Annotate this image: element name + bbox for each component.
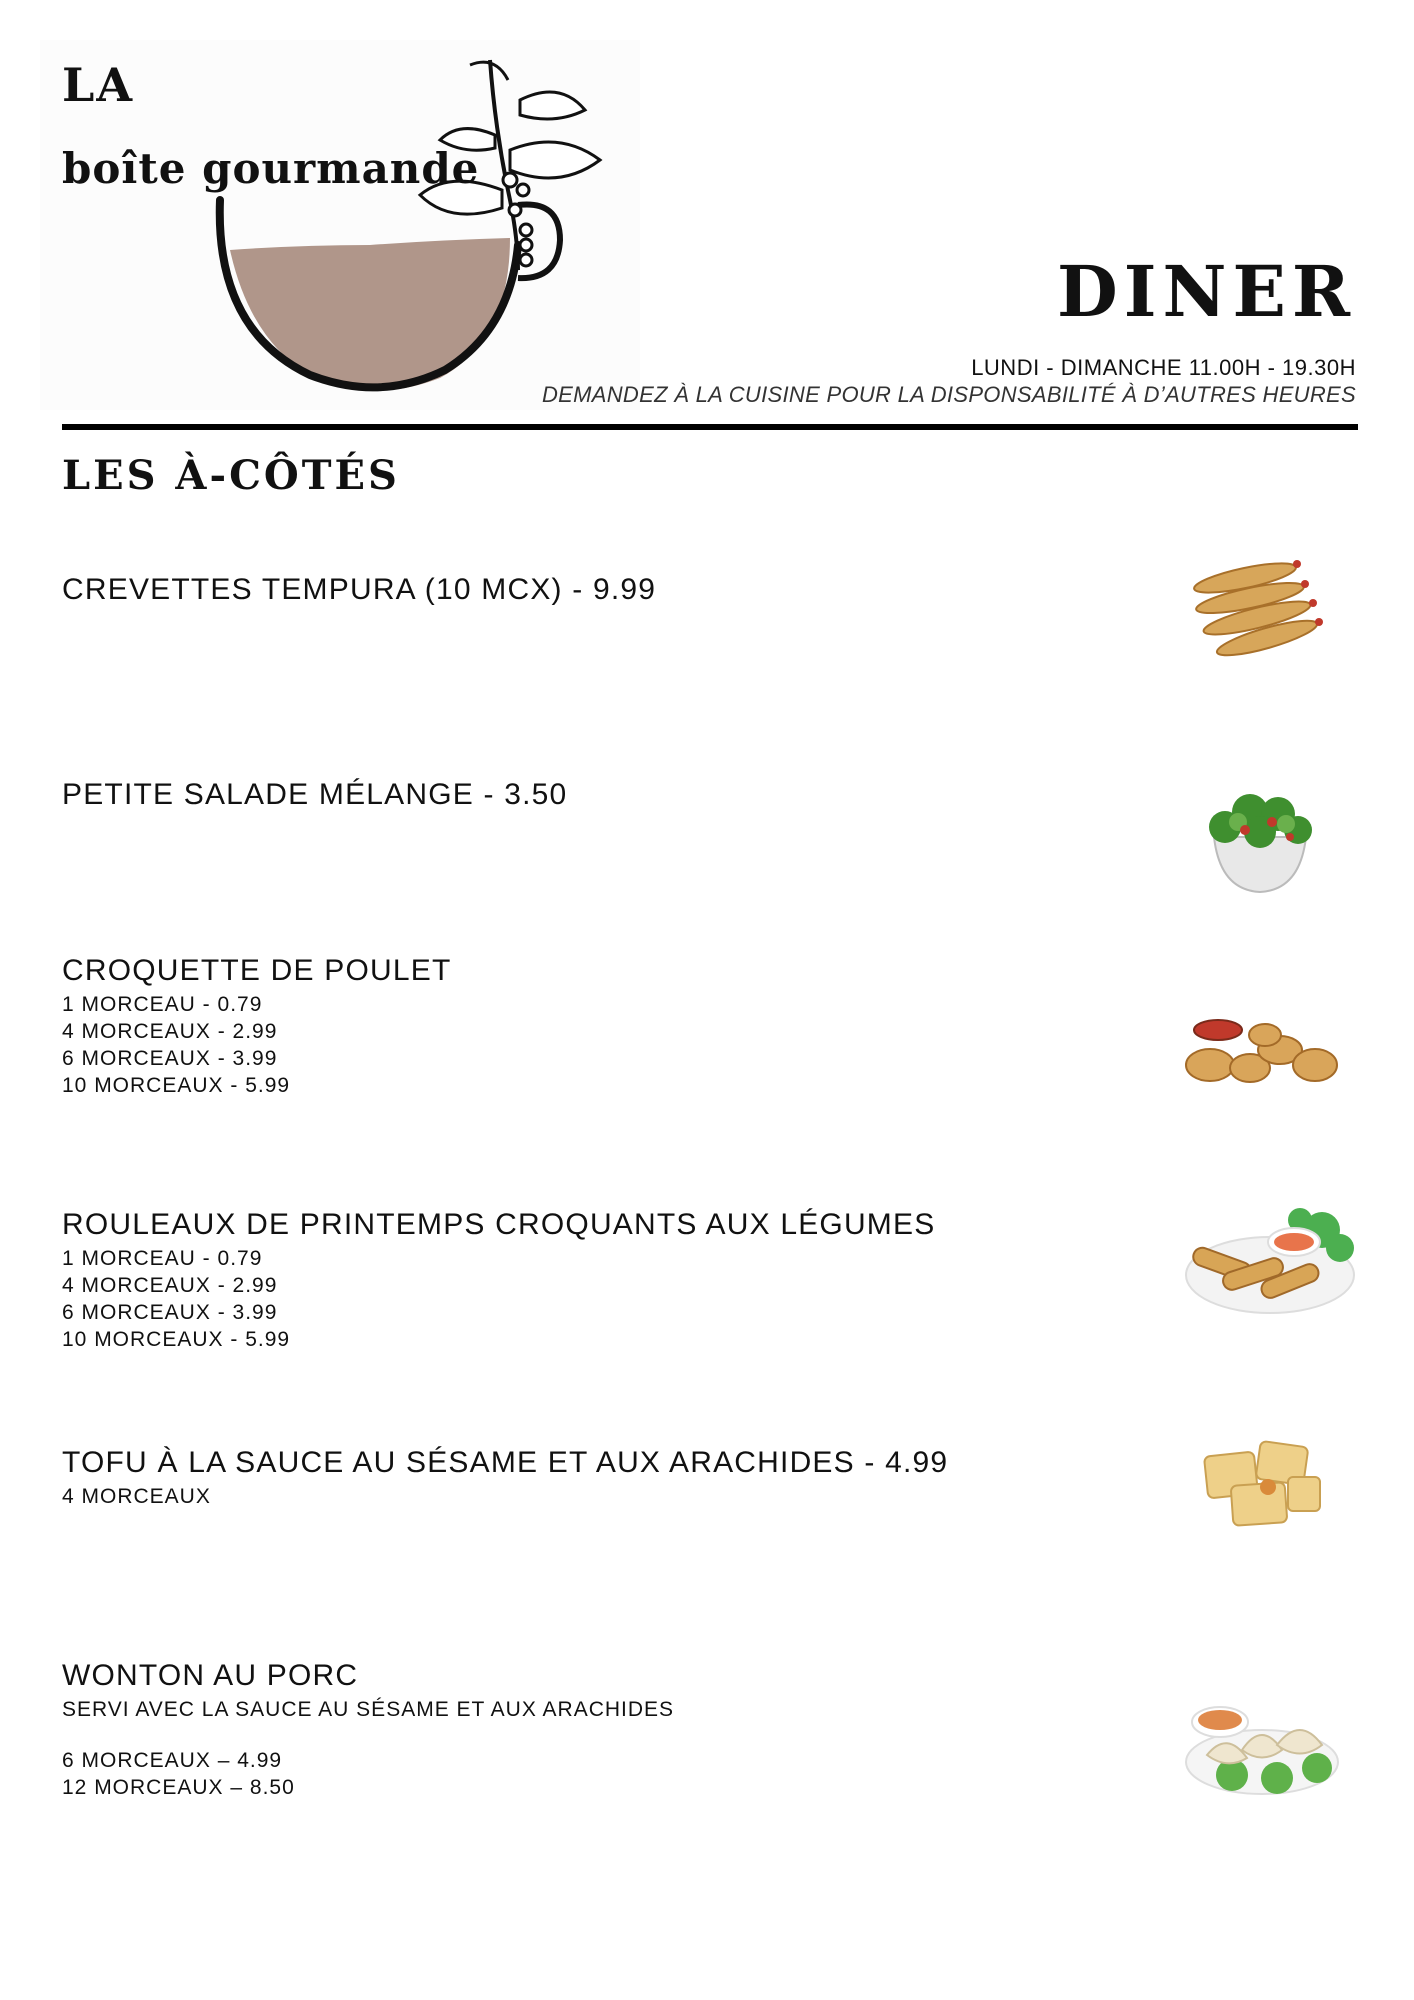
tempura-shrimp-icon bbox=[1185, 548, 1335, 663]
item-name: ROULEAUX DE PRINTEMPS CROQUANTS AUX LÉGUMES bbox=[62, 1208, 936, 1241]
menu-item-tofu bbox=[62, 1445, 1162, 1510]
menu-item-spring-rolls bbox=[62, 1207, 1162, 1353]
item-description: SERVI AVEC LA SAUCE AU SÉSAME ET AUX ARACHIDES bbox=[62, 1698, 675, 1721]
spring-rolls-icon bbox=[1182, 1200, 1357, 1320]
item-option: 12 MORCEAUX – 8.50 bbox=[62, 1776, 295, 1799]
item-option: 4 MORCEAUX bbox=[62, 1485, 211, 1508]
item-name: TOFU À LA SAUCE AU SÉSAME ET AUX ARACHIDES - 4.99 bbox=[62, 1446, 949, 1479]
item-name: WONTON AU PORC bbox=[62, 1659, 359, 1692]
item-option: 1 MORCEAU - 0.79 bbox=[62, 993, 263, 1016]
logo-line-2: boîte gourmande bbox=[62, 144, 480, 193]
menu-item-salad bbox=[62, 777, 1162, 813]
item-option: 10 MORCEAUX - 5.99 bbox=[62, 1074, 291, 1097]
header-divider bbox=[62, 424, 1358, 430]
menu-item-chicken-croquette bbox=[62, 953, 1162, 1099]
item-name: CROQUETTE DE POULET bbox=[62, 954, 452, 987]
item-option: 6 MORCEAUX - 3.99 bbox=[62, 1047, 278, 1070]
fried-tofu-icon bbox=[1198, 1432, 1328, 1532]
item-option: 4 MORCEAUX - 2.99 bbox=[62, 1020, 278, 1043]
logo bbox=[40, 40, 640, 410]
item-option: 10 MORCEAUX - 5.99 bbox=[62, 1328, 291, 1351]
logo-line-1: LA bbox=[62, 58, 135, 112]
item-option: 4 MORCEAUX - 2.99 bbox=[62, 1274, 278, 1297]
opening-hours: LUNDI - DIMANCHE 11.00H - 19.30H bbox=[971, 355, 1356, 380]
item-option: 1 MORCEAU - 0.79 bbox=[62, 1247, 263, 1270]
menu-title: DINER bbox=[1057, 250, 1356, 333]
item-option: 6 MORCEAUX - 3.99 bbox=[62, 1301, 278, 1324]
item-name: CREVETTES TEMPURA (10 MCX) - 9.99 bbox=[62, 573, 657, 606]
menu-item-tempura bbox=[62, 572, 1162, 608]
item-option: 6 MORCEAUX – 4.99 bbox=[62, 1749, 283, 1772]
section-title: LES À-CÔTÉS bbox=[62, 452, 400, 499]
pork-wonton-icon bbox=[1182, 1690, 1342, 1800]
menu-item-pork-wonton bbox=[62, 1658, 1162, 1801]
item-name: PETITE SALADE MÉLANGE - 3.50 bbox=[62, 778, 568, 811]
chicken-nuggets-icon bbox=[1180, 1010, 1345, 1095]
availability-note: DEMANDEZ À LA CUISINE POUR LA DISPONSABILITÉ À D’AUTRES HEURES bbox=[541, 382, 1356, 407]
salad-bowl-icon bbox=[1200, 782, 1320, 897]
